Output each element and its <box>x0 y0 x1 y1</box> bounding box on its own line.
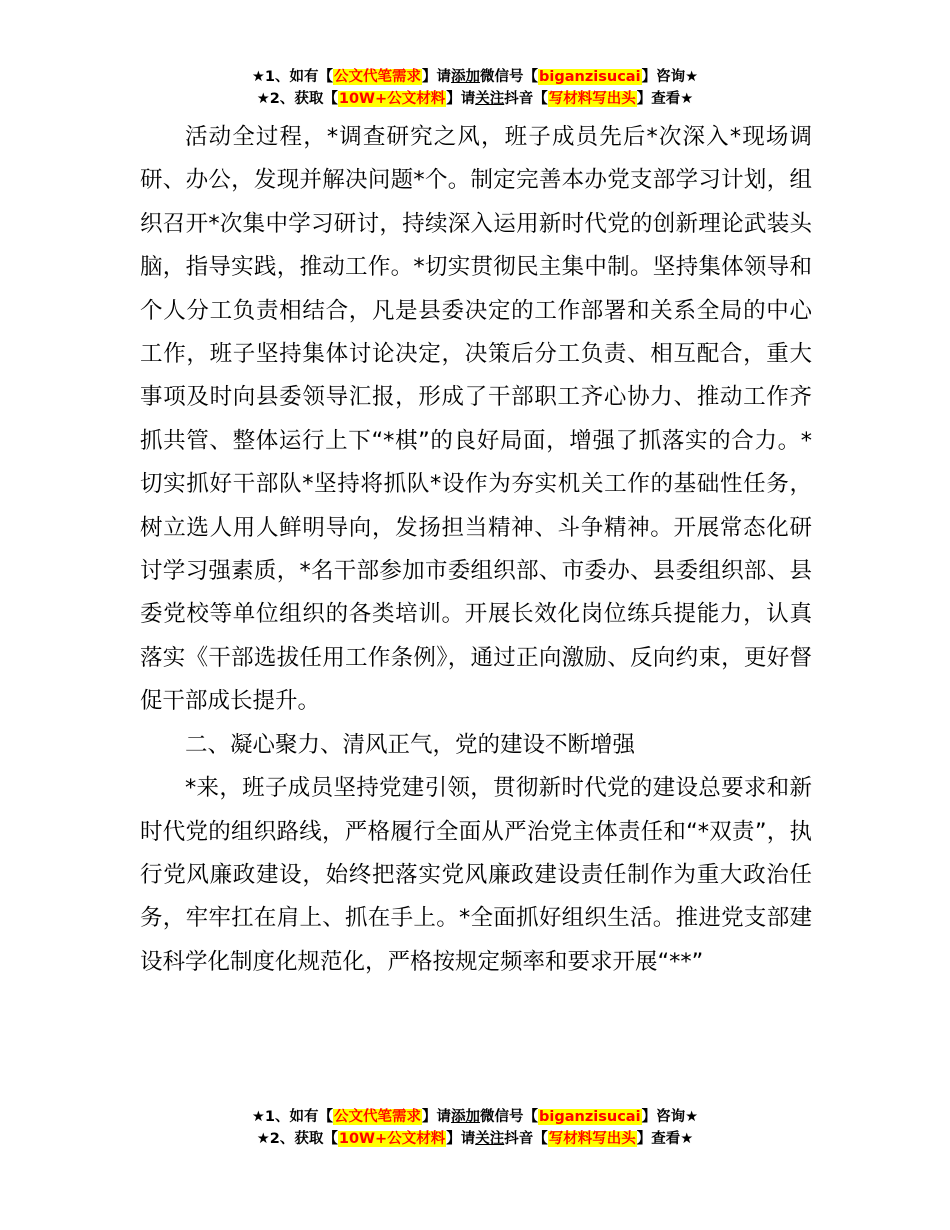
banner-text: 关注 <box>475 1131 505 1147</box>
banner-text: 抖音【 <box>504 1131 548 1147</box>
banner-line-2 <box>0 1128 950 1150</box>
section-heading: 二、凝心聚力、清风正气，党的建设不断增强 <box>185 731 636 758</box>
header-banner <box>0 66 950 110</box>
highlight-text: 写材料写出头 <box>548 1131 636 1147</box>
banner-line-2 <box>0 88 950 110</box>
banner-text: 】咨询★ <box>641 69 699 85</box>
banner-line-1 <box>0 1106 950 1128</box>
highlight-text: 10W+公文材料 <box>338 1131 446 1147</box>
paragraph: *来，班子成员坚持党建引领，贯彻新时代党的建设总要求和新时代党的组织路线，严格履行全面从严治党主体责任和“*双责”，执行党风廉政建设，始终把落实党风廉政建设责任制作为重大政治任务，牢牢扛在肩上、抓在手上。*全面抓好组织生活。推进党支部建设科学化制度化规范化，严格按规定频率和要求开展“**” <box>140 775 812 975</box>
banner-text: ★2、获取【 <box>256 91 338 107</box>
highlight-text: biganzisucai <box>539 1109 641 1125</box>
banner-text: 】请 <box>422 69 452 85</box>
banner-text: ★1、如有【 <box>251 69 334 85</box>
banner-line-1 <box>0 66 950 88</box>
banner-text: 关注 <box>475 91 505 107</box>
banner-text: 添加 <box>451 1109 481 1125</box>
document-body <box>140 116 812 984</box>
banner-text: ★2、获取【 <box>256 1131 338 1147</box>
highlight-text: 公文代笔需求 <box>334 69 422 85</box>
banner-text: 微信号【 <box>480 69 539 85</box>
banner-text: ★1、如有【 <box>251 1109 334 1125</box>
paragraph: 活动全过程，*调查研究之风，班子成员先后*次深入*现场调研、办公，发现并解决问题*个。制定完善本办党支部学习计划，组织召开*次集中学习研讨，持续深入运用新时代党的创新理论武装头脑，指导实践，推动工作。*切实贯彻民主集中制。坚持集体领导和个人分工负责相结合，凡是县委决定的工作部署和关系全局的中心工作，班子坚持集体讨论决定，决策后分工负责、相互配合，重大事项及时向县委领导汇报，形成了干部职工齐心协力、推动工作齐抓共管、整体运行上下“*棋”的良好局面，增强了抓落实的合力。*切实抓好干部队*坚持将抓队*设作为夯实机关工作的基础性任务，树立选人用人鲜明导向，发扬担当精神、斗争精神。开展常态化研讨学习强素质，*名干部参加市委组织部、市委办、县委组织部、县委党校等单位组织的各类培训。开展长效化岗位练兵提能力，认真落实《干部选拔任用工作条例》，通过正向激励、反向约束，更好督促干部成长提升。 <box>140 124 812 715</box>
banner-text: 抖音【 <box>504 91 548 107</box>
highlight-text: 10W+公文材料 <box>338 91 446 107</box>
banner-text: 微信号【 <box>480 1109 539 1125</box>
highlight-text: biganzisucai <box>539 69 641 85</box>
banner-text: 】咨询★ <box>641 1109 699 1125</box>
banner-text: 添加 <box>451 69 481 85</box>
highlight-text: 公文代笔需求 <box>334 1109 422 1125</box>
footer-banner <box>0 1106 950 1150</box>
banner-text: 】请 <box>422 1109 452 1125</box>
banner-text: 】请 <box>446 1131 476 1147</box>
highlight-text: 写材料写出头 <box>548 91 636 107</box>
banner-text: 】请 <box>446 91 476 107</box>
banner-text: 】查看★ <box>636 91 694 107</box>
banner-text: 】查看★ <box>636 1131 694 1147</box>
